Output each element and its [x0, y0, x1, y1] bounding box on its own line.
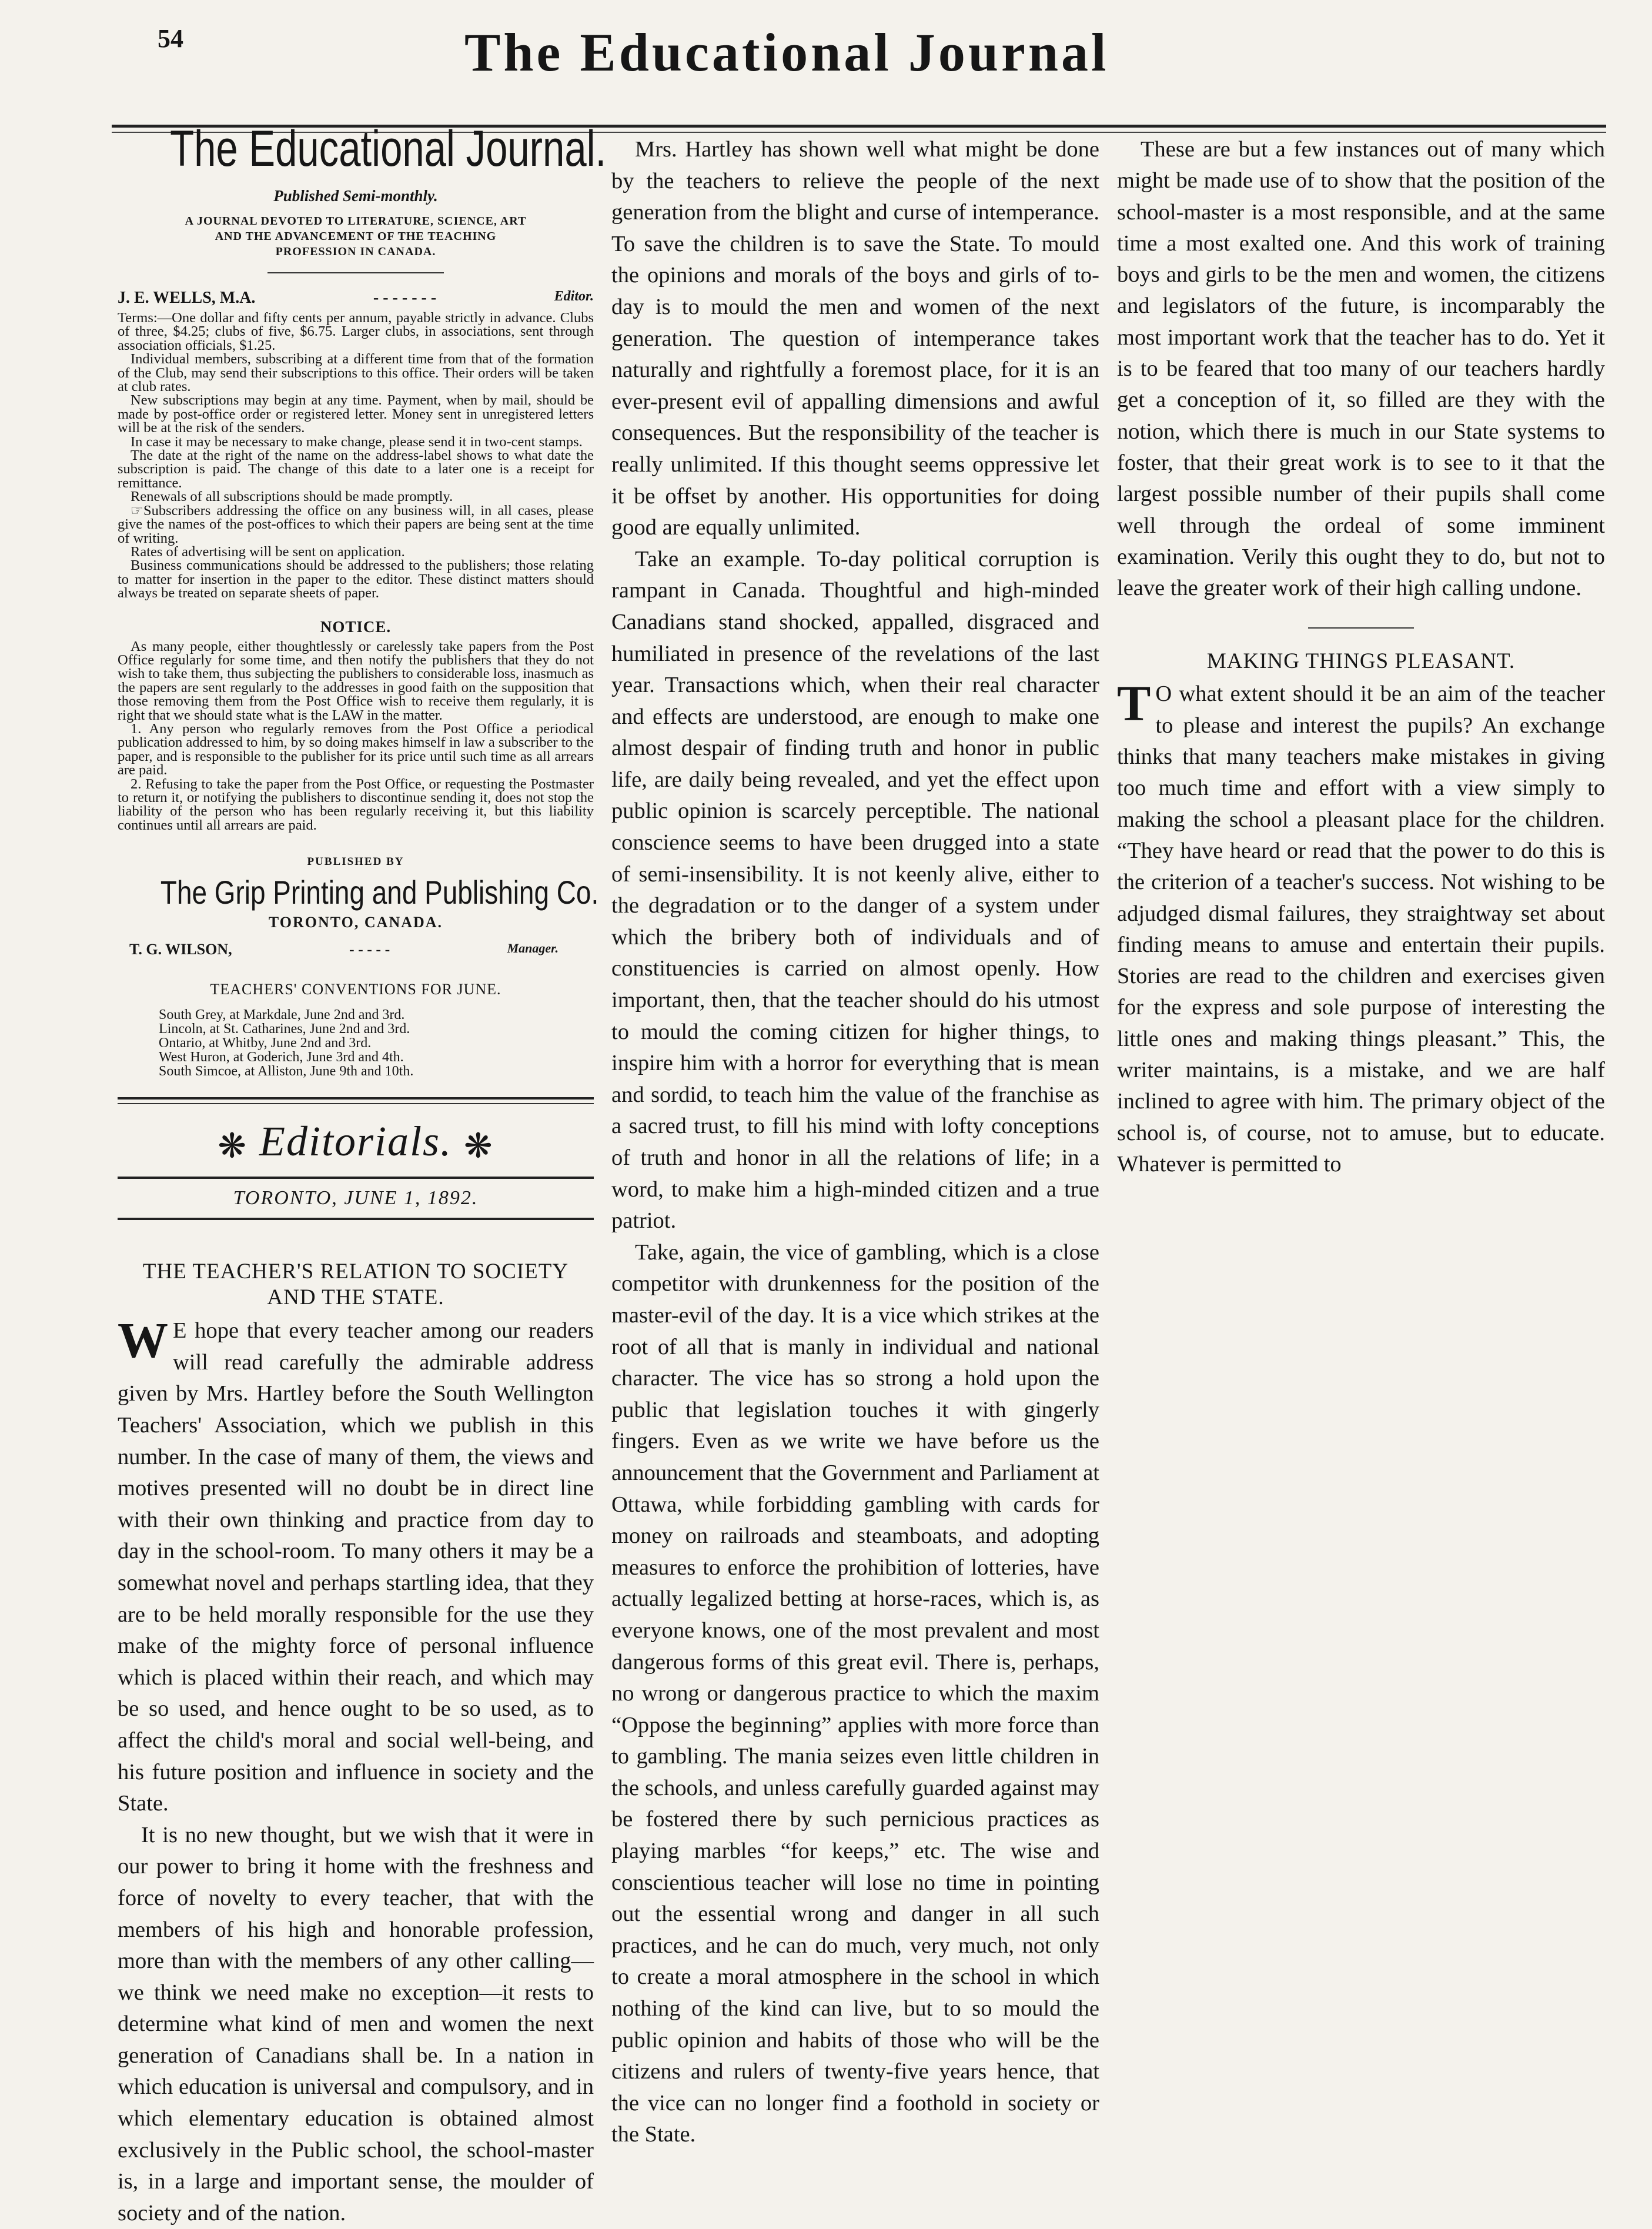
terms-paragraph: ☞Subscribers addressing the office on any business will, in all cases, please give the names of the post-offices to which their papers are being sent at the time of writing.	[118, 502, 594, 546]
manager-dashes: - - - - -	[349, 941, 390, 958]
divider	[118, 1218, 594, 1220]
drop-cap: W	[118, 1312, 168, 1369]
divider	[118, 1097, 594, 1100]
convention-item: South Simcoe, at Alliston, June 9th and 10th.	[159, 1064, 414, 1080]
editorials-heading: Editorials.	[259, 1118, 453, 1165]
terms-paragraph: Rates of advertising will be sent on application.	[131, 543, 405, 560]
drop-cap: T	[1117, 675, 1151, 732]
article-paragraph: W E hope that every teacher among our readers will read carefully the admirable address given by Mrs. Hartley before the South Wellington Teachers' Association, which we publish in this number. In the case of many of them, the views and motives presented will no doubt be in direct line with their own thinking and practice from day to day in the school-room. To many others it may be a somewhat novel and perhaps startling idea, that they are to be held morally responsible for the use they make of the mighty force of personal influence which is placed within their reach, and which may be so used, and hence ought to be so used, as to affect the child's moral and social well-being, and his future position and influence in society and the State.	[118, 1312, 594, 1816]
divider	[267, 272, 444, 273]
editor-dashes: - - - - - - -	[373, 289, 437, 307]
manager-line	[129, 941, 559, 958]
divider	[118, 1177, 594, 1179]
journal-description: A JOURNAL DEVOTED TO LITERATURE, SCIENCE, ART AND THE ADVANCEMENT OF THE TEACHING PROFESSION IN CANADA.	[185, 215, 527, 258]
notice-paragraph: 1. Any person who regularly removes from the Post Office a periodical publication addressed to him, by so doing makes himself in law a subscriber to the paper, and is responsible to the publisher for its price until such time as all arrears are paid.	[118, 720, 594, 778]
terms-paragraph: Individual members, subscribing at a different time from that of the formation of the Club, may send their subscriptions to this office. Their orders will be taken at club rates.	[118, 351, 594, 395]
column-2	[611, 134, 1099, 2192]
article-paragraph: These are but a few instances out of many which might be made use of to show that the position of the school-master is a most responsible, and at the same time a most exalted one. And this work of training boys and girls to be the men and women, the citizens and legislators of the future, is incomparably the most important work that the teacher has to do. Yet it is to be feared that too many of our teachers hardly get a conception of it, so filled are they with the notion, which there is much in our State systems to foster, that their great work is to see to it that the largest possible number of their pupils shall come well through the ordeal of some imminent examination. Verily this ought they to do, but not to leave the greater work of their high calling undone.	[1117, 137, 1605, 601]
convention-item: West Huron, at Goderich, June 3rd and 4th.	[159, 1050, 404, 1065]
notice-paragraph: 2. Refusing to take the paper from the Post Office, or requesting the Postmaster to return it, or notifying the publishers to discontinue sending it, does not stop the liability of the person who has been regularly receiving it, but this liability continues until all arrears are paid.	[118, 776, 594, 833]
notice-paragraph: As many people, either thoughtlessly or carelessly take papers from the Post Office regularly for some time, and then notify the publishers that they do not wish to take them, thus subjecting the publishers to considerable loss, inasmuch as the papers are sent regularly to the addresses in good faith on the supposition that those removing them from the Post Office wish to receive them regularly, it is right that we should state what is the LAW in the matter.	[118, 638, 594, 723]
article-paragraph: Mrs. Hartley has shown well what might be done by the teachers to relieve the people of the next generation from the blight and curse of intemperance. To save the children is to save the State. To mould the opinions and morals of the boys and girls of to-day is to mould the men and women of the next generation. The question of intemperance takes naturally and rightfully a foremost place, for it is an ever-present evil of appalling dimensions and awful consequences. But the responsibility of the teacher is really unlimited. If this thought seems oppressive let it be offset by another. His opportunities for doing good are equally unlimited.	[611, 137, 1099, 540]
editor-name: J. E. WELLS, M.A.	[118, 289, 256, 307]
dateline: TORONTO, JUNE 1, 1892.	[233, 1187, 479, 1209]
terms-paragraph: The date at the right of the name on the address-label shows to what date the subscription is paid. The change of this date to a later one is a receipt for remittance.	[118, 447, 594, 491]
terms-paragraph: Terms:—One dollar and fifty cents per annum, payable strictly in advance. Clubs of three, $4.25; clubs of five, $6.75. Larger clubs, in associations, sent through association officials, $1.25.	[118, 310, 594, 353]
column-3	[1117, 134, 1605, 2192]
terms-paragraph: Renewals of all subscriptions should be made promptly.	[131, 489, 453, 505]
convention-item: Ontario, at Whitby, June 2nd and 3rd.	[159, 1035, 372, 1051]
editorials-banner	[118, 1117, 594, 1166]
terms-paragraph: Business communications should be addressed to the publishers; those relating to matter for insertion in the paper to the editor. These distinct matters should always be treated on separate sheets of paper.	[118, 557, 594, 601]
convention-item: South Grey, at Markdale, June 2nd and 3rd.	[159, 1007, 405, 1023]
article-paragraph: Take, again, the vice of gambling, which is a close competitor with drunkenness for the position of the master-evil of the day. It is a vice which strikes at the root of all that is manly in individual and national character. The vice has so strong a hold upon the public that legislation touches it with gingerly fingers. Even as we write we have before us the announcement that the Government and Parliament at Ottawa, while forbidding gambling with cards for money on railroads and steamboats, and adopting measures to enforce the prohibition of lotteries, have actually legalized betting at horse-races, which is, as everyone knows, one of the most prevalent and most dangerous forms of this great evil. There is, perhaps, no wrong or dangerous practice to which the maxim “Oppose the beginning” applies with more force than to gambling. The mania seizes even little children in the schools, and unless carefully guarded against may be fostered there by such pernicious practices as playing marbles “for keeps,” etc. The wise and conscientious teacher will lose no time in pointing out the essential wrong and danger in all such practices, and he can do much, very much, not only to create a moral atmosphere in the school in which nothing of the kind can live, but to so mould the public opinion and habits of those who will be the citizens and rulers of twenty-five years hence, that the vice can no longer find a foothold in society or the State.	[611, 1239, 1099, 2147]
published-frequency: Published Semi-monthly.	[273, 187, 438, 205]
terms-block	[118, 311, 594, 600]
article-paragraph: It is no new thought, but we wish that it were in our power to bring it home with the freshness and force of novelty to every teacher, that with the members of his high and honorable profession, more than with the members of any other calling—we think we need make no exception—it rests to determine what kind of men and women the next generation of Canadians shall be. In a nation in which education is universal and compulsory, and in which elementary education is obtained almost exclusively in the Public school, the school-master is, in a large and important sense, the moulder of society and of the nation.	[118, 1822, 594, 2225]
article-body-continued	[611, 134, 1099, 2151]
terms-paragraph: In case it may be necessary to make change, please send it in two-cent stamps.	[131, 433, 583, 450]
published-by-label: PUBLISHED BY	[307, 855, 404, 868]
ornament-icon: ❋	[218, 1127, 248, 1165]
terms-paragraph: New subscriptions may begin at any time. Payment, when by mail, should be made by post-office order or registered letter. Money sent in unregistered letters will be at the risk of the senders.	[118, 392, 594, 436]
editor-line	[118, 289, 594, 308]
conventions-list	[118, 1008, 594, 1078]
article-paragraph: T O what extent should it be an aim of the teacher to please and interest the pupils? An exchange thinks that many teachers make mistakes in giving too much time and effort with a view simply to making the school a pleasant place for the children. “They have heard or read that the power to do this is the criterion of a teacher's success. Not wishing to be adjudged dismal failures, they straightway set about finding means to amuse and entertain their pupils. Stories are read to the children and exercises given for the express and sole purpose of interesting the little ones and making things pleasant.” This, the writer maintains, is a mistake, and we are half inclined to agree with him. The primary object of the school is, of course, not to amuse, but to educate. Whatever is permitted to	[1117, 675, 1605, 1177]
divider	[118, 1103, 594, 1104]
conventions-heading: TEACHERS' CONVENTIONS FOR JUNE.	[210, 981, 501, 998]
publisher-name: The Grip Printing and Publishing Co.	[160, 874, 599, 911]
article-paragraph: Take an example. To-day political corruption is rampant in Canada. Thoughtful and high-minded Canadians stand shocked, appalled, disgraced and humiliated in presence of the revelations of the last year. Transactions which, when their real character and effects are understood, are enough to make one almost despair of finding truth and honor in public life, are daily being revealed, and yet the effect upon public opinion is scarcely perceptible. The national conscience seems to have been drugged into a state of semi-insensibility. It is not keenly alive, either to the degradation or to the danger of a system under which the bribery both of individuals and of constituencies is carried on almost openly. How important, then, that the teacher should do his utmost to mould the coming citizen for higher things, to inspire him with a horror for everything that is mean and sordid, to teach him the value of the franchise as a sacred trust, to fill his mind with lofty conceptions of truth and honor in all the relations of life; in a word, to make him a high-minded citizen and a true patriot.	[611, 546, 1099, 1234]
manager-name: T. G. WILSON,	[129, 941, 232, 958]
ornament-icon: ❋	[464, 1127, 494, 1165]
notice-heading: NOTICE.	[320, 617, 392, 636]
notice-block	[118, 640, 594, 833]
article-title: THE TEACHER'S RELATION TO SOCIETY AND THE STATE.	[142, 1259, 569, 1310]
running-masthead: The Educational Journal	[464, 22, 1109, 82]
article-body	[118, 1312, 594, 2229]
article-body-continued	[1117, 134, 1605, 604]
column-1	[118, 121, 607, 2225]
article-body	[1117, 675, 1605, 1180]
manager-role: Manager.	[507, 941, 559, 956]
article-title: MAKING THINGS PLEASANT.	[1206, 649, 1516, 674]
editor-role: Editor.	[554, 289, 594, 304]
divider	[1308, 627, 1414, 629]
publisher-city: TORONTO, CANADA.	[268, 914, 443, 931]
page-number: 54	[158, 24, 183, 53]
convention-item: Lincoln, at St. Catharines, June 2nd and 3rd.	[159, 1021, 410, 1037]
journal-title: The Educational Journal.	[170, 121, 607, 177]
